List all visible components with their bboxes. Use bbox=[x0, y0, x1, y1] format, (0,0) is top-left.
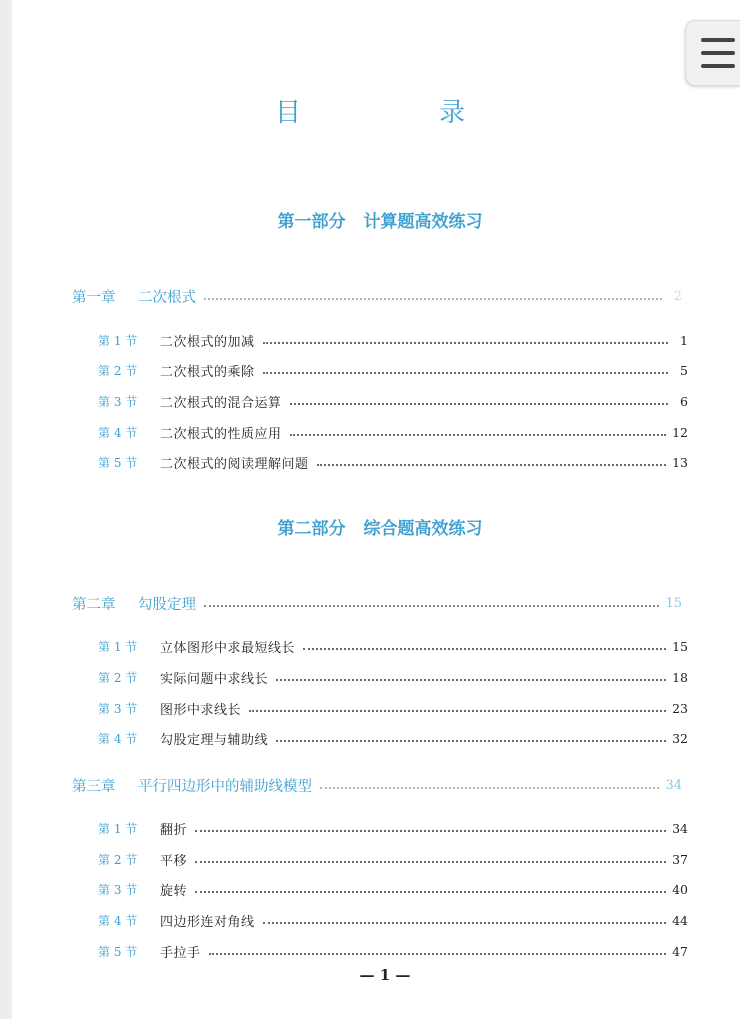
section-label: 第 3 节 bbox=[98, 702, 138, 716]
hamburger-menu-icon-bar bbox=[701, 64, 735, 68]
section-page-number: 15 bbox=[672, 639, 688, 654]
section-page-number: 47 bbox=[672, 944, 688, 959]
chapter-name: 二次根式 bbox=[138, 290, 196, 306]
chapter-page-number: 34 bbox=[665, 778, 682, 793]
chapter-page-number: 15 bbox=[665, 596, 682, 611]
section-page-number: 6 bbox=[680, 394, 688, 409]
toc-section-entry[interactable] bbox=[98, 880, 688, 899]
section-page-number: 13 bbox=[672, 455, 688, 470]
section-name: 立体图形中求最短线长 bbox=[160, 641, 296, 656]
toc-chapter-entry[interactable] bbox=[72, 593, 682, 614]
section-label: 第 2 节 bbox=[98, 364, 138, 378]
toc-chapter-entry[interactable] bbox=[72, 775, 682, 796]
section-page-number: 44 bbox=[672, 913, 688, 928]
section-page-number: 32 bbox=[672, 731, 688, 746]
dot-leader bbox=[263, 372, 668, 374]
section-label: 第 1 节 bbox=[98, 334, 138, 348]
section-label: 第 5 节 bbox=[98, 456, 138, 470]
toc-section-entry[interactable] bbox=[98, 668, 688, 687]
section-name: 图形中求线长 bbox=[160, 703, 242, 718]
section-name: 旋转 bbox=[160, 884, 188, 899]
toc-section-entry[interactable] bbox=[98, 911, 688, 930]
section-name: 实际问题中求线长 bbox=[160, 672, 269, 687]
hamburger-menu-icon-bar bbox=[701, 38, 735, 42]
toc-section-entry[interactable] bbox=[98, 850, 688, 869]
section-label: 第 5 节 bbox=[98, 945, 138, 959]
toc-section-entry[interactable] bbox=[98, 392, 688, 411]
section-label: 第 2 节 bbox=[98, 853, 138, 867]
part-number: 第一部分 bbox=[277, 212, 346, 232]
section-name: 二次根式的乘除 bbox=[160, 365, 255, 380]
section-page-number: 12 bbox=[672, 425, 688, 440]
section-name: 二次根式的加减 bbox=[160, 335, 255, 350]
section-name: 平移 bbox=[160, 854, 188, 869]
section-label: 第 4 节 bbox=[98, 914, 138, 928]
section-label: 第 1 节 bbox=[98, 640, 138, 654]
dot-leader bbox=[195, 830, 666, 832]
part-title: 综合题高效练习 bbox=[363, 519, 483, 539]
section-label: 第 4 节 bbox=[98, 426, 138, 440]
toc-section-entry[interactable] bbox=[98, 453, 688, 472]
section-name: 四边形连对角线 bbox=[160, 915, 255, 930]
section-name: 勾股定理与辅助线 bbox=[160, 733, 269, 748]
section-label: 第 4 节 bbox=[98, 732, 138, 746]
hamburger-menu-icon-bar bbox=[701, 51, 735, 55]
dot-leader bbox=[263, 922, 667, 924]
dot-leader bbox=[303, 648, 666, 650]
toc-title: 目 录 bbox=[274, 98, 521, 128]
toc-section-entry[interactable] bbox=[98, 361, 688, 380]
dot-leader bbox=[204, 605, 659, 607]
dot-leader bbox=[263, 342, 668, 344]
toc-section-entry[interactable] bbox=[98, 637, 688, 656]
toc-section-entry[interactable] bbox=[98, 729, 688, 748]
chapter-page-number: 2 bbox=[673, 289, 682, 304]
toc-section-entry[interactable] bbox=[98, 699, 688, 718]
chapter-name: 平行四边形中的辅助线模型 bbox=[138, 779, 312, 795]
section-label: 第 3 节 bbox=[98, 883, 138, 897]
section-name: 二次根式的混合运算 bbox=[160, 396, 282, 411]
toc-chapter-entry[interactable] bbox=[72, 286, 682, 307]
chapter-label: 第三章 bbox=[72, 779, 116, 795]
section-page-number: 34 bbox=[672, 821, 688, 836]
toc-section-entry[interactable] bbox=[98, 819, 688, 838]
dot-leader bbox=[195, 861, 666, 863]
chapter-name: 勾股定理 bbox=[138, 597, 196, 613]
toc-section-entry[interactable] bbox=[98, 331, 688, 350]
part-heading bbox=[0, 514, 740, 539]
section-page-number: 23 bbox=[672, 701, 688, 716]
section-name: 手拉手 bbox=[160, 946, 201, 961]
section-page-number: 40 bbox=[672, 882, 688, 897]
dot-leader bbox=[195, 891, 666, 893]
toc-section-entry[interactable] bbox=[98, 942, 688, 961]
part-heading bbox=[0, 207, 740, 232]
dot-leader bbox=[209, 953, 667, 955]
section-page-number: 1 bbox=[680, 333, 688, 348]
section-page-number: 5 bbox=[680, 363, 688, 378]
part-title: 计算题高效练习 bbox=[363, 212, 483, 232]
section-label: 第 1 节 bbox=[98, 822, 138, 836]
section-name: 二次根式的阅读理解问题 bbox=[160, 457, 309, 472]
dot-leader bbox=[290, 403, 668, 405]
dot-leader bbox=[204, 298, 662, 300]
page-number-footer: — 1 — bbox=[359, 966, 411, 984]
dot-leader bbox=[320, 787, 659, 789]
section-name: 翻折 bbox=[160, 823, 188, 838]
chapter-label: 第二章 bbox=[72, 597, 116, 613]
dot-leader bbox=[290, 434, 667, 436]
menu-button[interactable] bbox=[685, 20, 740, 86]
chapter-label: 第一章 bbox=[72, 290, 116, 306]
section-name: 二次根式的性质应用 bbox=[160, 427, 282, 442]
section-page-number: 37 bbox=[672, 852, 688, 867]
dot-leader bbox=[276, 679, 666, 681]
dot-leader bbox=[276, 740, 666, 742]
dot-leader bbox=[317, 464, 667, 466]
section-page-number: 18 bbox=[672, 670, 688, 685]
section-label: 第 2 节 bbox=[98, 671, 138, 685]
dot-leader bbox=[249, 710, 666, 712]
toc-section-entry[interactable] bbox=[98, 423, 688, 442]
part-number: 第二部分 bbox=[277, 519, 346, 539]
section-label: 第 3 节 bbox=[98, 395, 138, 409]
